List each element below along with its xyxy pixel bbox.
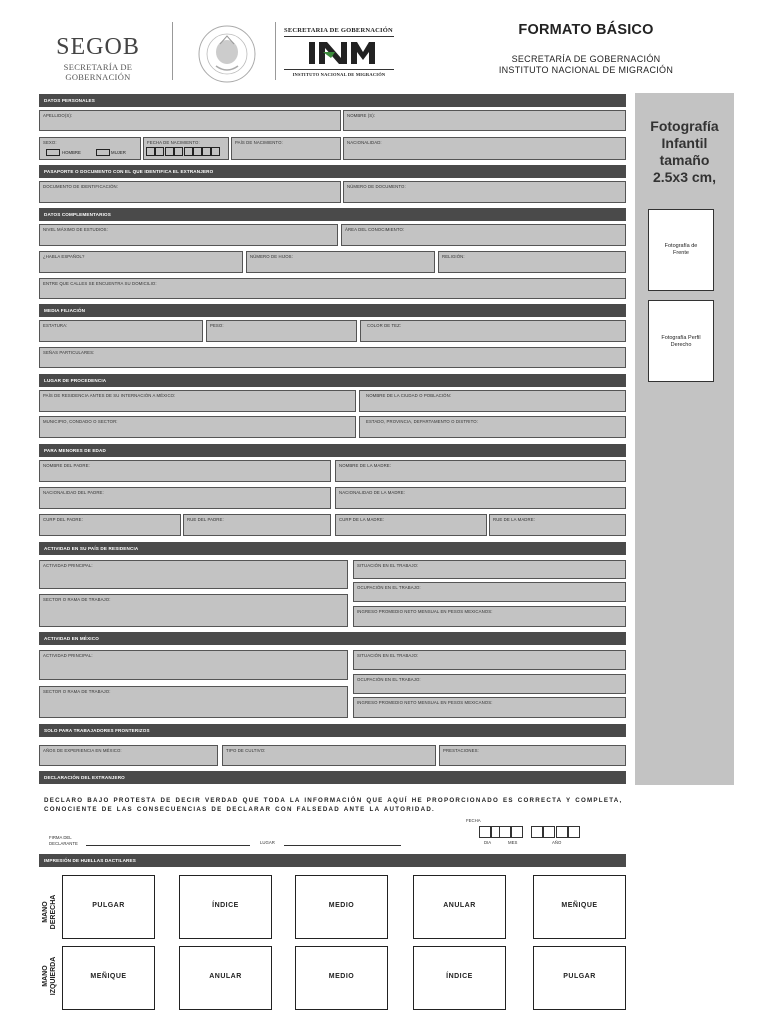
ciudad-field[interactable] (359, 390, 626, 412)
photo-instructions-line: Fotografía (650, 118, 719, 134)
ocupacion-trabajo-mexico-field[interactable] (353, 674, 626, 694)
date-digit-box[interactable] (193, 147, 202, 156)
photo-front-box[interactable] (648, 209, 714, 291)
rue-madre-label: RUE DE LA MADRE: (493, 517, 535, 522)
date-digit-box[interactable] (202, 147, 211, 156)
nombres-label: NOMBRE (S): (347, 113, 376, 118)
photo-profile-label (649, 335, 713, 349)
nombre-padre-label: NOMBRE DEL PADRE: (43, 463, 90, 468)
nacionalidad-field[interactable] (343, 137, 626, 160)
section-header-declaration: DECLARACIÓN DEL EXTRANJERO (39, 771, 626, 784)
area-conocimiento-field[interactable] (341, 224, 626, 246)
photo-front-label (649, 243, 713, 257)
segob-logo (36, 34, 160, 82)
segob-logo-subtitle: SECRETARÍA DE GOBERNACIÓN (63, 62, 133, 82)
lugar-label: LUGAR (260, 840, 275, 845)
fingerprint-box[interactable] (295, 875, 388, 939)
nombres-field[interactable] (343, 110, 626, 131)
section-header-origin: LUGAR DE PROCEDENCIA (39, 374, 626, 387)
date-digit-box[interactable] (174, 147, 183, 156)
inm-logo-top-text: SECRETARIA DE GOBERNACIÓN (284, 27, 393, 34)
birth-date-squares (146, 147, 220, 156)
photo-instructions-line: 2.5x3 cm, (652, 169, 717, 185)
sector-rama-home-field[interactable] (39, 594, 348, 627)
estado-label: ESTADO, PROVINCIA, DEPARTAMENTO O DISTRITO: (366, 419, 478, 424)
fingerprint-label: ANULAR (443, 902, 476, 909)
curp-padre-field[interactable] (39, 514, 181, 536)
ocupacion-trabajo-home-label: OCUPACIÓN EN EL TRABAJO: (357, 585, 421, 590)
date-digit-box[interactable] (155, 147, 164, 156)
actividad-principal-mexico-label: ACTIVIDAD PRINCIPAL: (43, 653, 93, 658)
photo-profile-box[interactable] (648, 300, 714, 382)
mujer-checkbox[interactable] (96, 149, 110, 156)
photo-instructions (635, 118, 734, 186)
right-hand-label-line: MANO (42, 901, 49, 923)
nombre-padre-field[interactable] (39, 460, 331, 482)
section-header-complementary: DATOS COMPLEMENTARIOS (39, 208, 626, 221)
numero-hijos-field[interactable] (246, 251, 435, 273)
prestaciones-field[interactable] (439, 745, 626, 766)
pais-residencia-field[interactable] (39, 390, 356, 412)
situacion-trabajo-mexico-field[interactable] (353, 650, 626, 670)
apellidos-label: APELLIDO(S): (43, 113, 73, 118)
photo-profile-label-line: Fotografía Perfil (661, 335, 701, 341)
date-month-box[interactable] (499, 826, 511, 838)
date-digit-box[interactable] (211, 147, 220, 156)
section-header-activity-mexico: ACTIVIDAD EN MÉXICO (39, 632, 626, 645)
ciudad-label: NOMBRE DE LA CIUDAD O POBLACIÓN: (366, 393, 452, 398)
senas-field[interactable] (39, 347, 626, 368)
fingerprint-box[interactable] (179, 875, 272, 939)
religion-label: RELIGIÓN: (442, 254, 465, 259)
fingerprint-label: ANULAR (209, 973, 242, 980)
nacionalidad-padre-label: NACIONALIDAD DEL PADRE: (43, 490, 104, 495)
left-hand-label (42, 942, 58, 1010)
left-hand-label-line: IZQUIERDA (50, 956, 57, 996)
section-header-minors: PARA MENORES DE EDAD (39, 444, 626, 457)
firma-label (49, 835, 78, 846)
nombre-madre-field[interactable] (335, 460, 626, 482)
situacion-trabajo-home-label: SITUACIÓN EN EL TRABAJO: (357, 563, 419, 568)
area-conocimiento-label: ÁREA DEL CONOCIMIENTO: (345, 227, 405, 232)
hombre-label: HOMBRE (62, 150, 81, 155)
numero-documento-label: NÚMERO DE DOCUMENTO: (347, 184, 406, 189)
fingerprint-label: MEDIO (328, 902, 355, 909)
nacionalidad-madre-label: NACIONALIDAD DE LA MADRE: (339, 490, 406, 495)
actividad-principal-mexico-field[interactable] (39, 650, 348, 680)
firma-label-line: FIRMA DEL (49, 835, 72, 840)
documento-identificacion-label: DOCUMENTO DE IDENTIFICACIÓN: (43, 184, 119, 189)
mujer-label: MUJER (111, 150, 126, 155)
date-day-box[interactable] (479, 826, 491, 838)
fingerprint-label: MEÑIQUE (90, 973, 127, 980)
fingerprint-label: PULGAR (563, 973, 596, 980)
fingerprint-label: MEDIO (328, 973, 355, 980)
inm-logo-rule (284, 36, 394, 37)
dia-label: DIA (484, 840, 492, 845)
ingreso-home-label: INGRESO PROMEDIO NETO MENSUAL EN PESOS MEXICANOS: (357, 609, 493, 614)
fingerprint-box[interactable] (179, 946, 272, 1010)
nacionalidad-label: NACIONALIDAD: (347, 140, 382, 145)
date-year-box[interactable] (568, 826, 580, 838)
photo-instructions-line: tamaño (659, 152, 710, 168)
numero-documento-field[interactable] (343, 181, 626, 203)
fingerprint-box[interactable] (62, 946, 155, 1010)
tipo-cultivo-field[interactable] (222, 745, 436, 766)
segob-logo-word: SEGOB (56, 34, 140, 60)
sexo-label: SEXO: (43, 140, 57, 145)
color-tez-field[interactable] (360, 320, 626, 342)
inm-logo-bottom-text: INSTITUTO NACIONAL DE MIGRACIÓN (292, 72, 386, 77)
header-divider (172, 22, 173, 80)
fingerprint-label: ÍNDICE (212, 902, 239, 909)
mes-label: MES (508, 840, 518, 845)
left-hand-label-line: MANO (42, 965, 49, 987)
section-header-passport: PASAPORTE O DOCUMENTO CON EL QUE IDENTIFICA EL EXTRANJERO (39, 165, 626, 178)
habla-espanol-field[interactable] (39, 251, 243, 273)
date-month-box[interactable] (511, 826, 523, 838)
inm-logo-mark (284, 40, 394, 66)
date-year-box[interactable] (531, 826, 543, 838)
section-header-description: MEDIA FILIACIÓN (39, 304, 626, 317)
peso-field[interactable] (206, 320, 357, 342)
ingreso-home-field[interactable] (353, 606, 626, 627)
estatura-field[interactable] (39, 320, 203, 342)
apellidos-field[interactable] (39, 110, 341, 131)
curp-madre-field[interactable] (335, 514, 487, 536)
fingerprint-label: PULGAR (92, 902, 125, 909)
rue-padre-field[interactable] (183, 514, 331, 536)
document-subtitle: INSTITUTO NACIONAL DE MIGRACIÓN (498, 65, 674, 75)
ingreso-mexico-field[interactable] (353, 697, 626, 718)
entre-calles-label: ENTRE QUE CALLES SE ENCUENTRA SU DOMICILIO: (43, 281, 157, 286)
rue-padre-label: RUE DEL PADRE: (187, 517, 224, 522)
situacion-trabajo-mexico-label: SITUACIÓN EN EL TRABAJO: (357, 653, 419, 658)
right-hand-label (42, 880, 58, 944)
fecha-nacimiento-field[interactable] (143, 137, 229, 160)
documento-identificacion-field[interactable] (39, 181, 341, 203)
rue-madre-field[interactable] (489, 514, 626, 536)
date-year-box[interactable] (543, 826, 555, 838)
inm-logo (284, 27, 394, 77)
situacion-trabajo-home-field[interactable] (353, 560, 626, 579)
nacionalidad-madre-field[interactable] (335, 487, 626, 509)
anos-experiencia-label: AÑOS DE EXPERIENCIA EN MÉXICO: (43, 748, 122, 753)
fingerprint-box[interactable] (413, 875, 506, 939)
curp-padre-label: CURP DEL PADRE: (43, 517, 83, 522)
nivel-estudios-label: NIVEL MÁXIMO DE ESTUDIOS: (43, 227, 108, 232)
date-digit-box[interactable] (165, 147, 174, 156)
religion-field[interactable] (438, 251, 626, 273)
habla-espanol-label: ¿HABLA ESPAÑOL? (43, 254, 85, 259)
prestaciones-label: PRESTACIONES: (443, 748, 479, 753)
document-title: FORMATO BÁSICO (518, 22, 654, 38)
estatura-label: ESTATURA: (43, 323, 68, 328)
pais-residencia-label: PAÍS DE RESIDENCIA ANTES DE SU INTERNACIÓN A MÉXICO: (43, 393, 176, 398)
color-tez-label: COLOR DE TEZ: (367, 323, 402, 328)
firma-label-line: DECLARANTE (49, 840, 78, 846)
anos-experiencia-field[interactable] (39, 745, 218, 766)
ocupacion-trabajo-home-field[interactable] (353, 582, 626, 602)
sexo-field (39, 137, 141, 160)
fingerprint-box[interactable] (533, 875, 626, 939)
header-divider (275, 22, 276, 80)
inm-logo-rule (284, 69, 394, 70)
actividad-principal-home-label: ACTIVIDAD PRINCIPAL: (43, 563, 93, 568)
fingerprint-box[interactable] (533, 946, 626, 1010)
date-year-box[interactable] (556, 826, 568, 838)
fingerprint-box[interactable] (413, 946, 506, 1010)
senas-label: SEÑAS PARTICULARES: (43, 350, 95, 355)
municipio-label: MUNICIPIO, CONDADO O SECTOR: (43, 419, 118, 424)
section-header-activity-home: ACTIVIDAD EN SU PAÍS DE RESIDENCIA (39, 542, 626, 555)
pais-nacimiento-label: PAÍS DE NACIMIENTO: (235, 140, 283, 145)
sector-rama-home-label: SECTOR O RAMA DE TRABAJO: (43, 597, 111, 602)
municipio-field[interactable] (39, 416, 356, 438)
firma-signature-line[interactable] (86, 845, 250, 846)
entre-calles-field[interactable] (39, 278, 626, 299)
photo-instructions-line: Infantil (661, 135, 708, 151)
pais-nacimiento-field[interactable] (231, 137, 341, 160)
fingerprint-box[interactable] (295, 946, 388, 1010)
estado-field[interactable] (359, 416, 626, 438)
tipo-cultivo-label: TIPO DE CULTIVO: (226, 748, 266, 753)
section-header-border-workers: SOLO PARA TRABAJADORES FRONTERIZOS (39, 724, 626, 737)
hombre-checkbox[interactable] (46, 149, 60, 156)
section-header-fingerprints: IMPRESIÓN DE HUELLAS DACTILARES (39, 854, 626, 867)
photo-front-label-line: Fotografía de (664, 243, 698, 249)
ano-label: AÑO (552, 840, 562, 845)
inm-logo-glyph-icon (301, 40, 377, 66)
sector-rama-mexico-field[interactable] (39, 686, 348, 718)
actividad-principal-home-field[interactable] (39, 560, 348, 589)
date-digit-box[interactable] (146, 147, 155, 156)
photo-column (635, 93, 734, 785)
photo-front-label-line: Frente (673, 250, 689, 256)
ocupacion-trabajo-mexico-label: OCUPACIÓN EN EL TRABAJO: (357, 677, 421, 682)
photo-profile-label-line: Derecho (670, 342, 692, 348)
nombre-madre-label: NOMBRE DE LA MADRE: (339, 463, 392, 468)
lugar-line[interactable] (284, 845, 401, 846)
fingerprint-label: ÍNDICE (446, 973, 473, 980)
fingerprint-label: MEÑIQUE (561, 902, 598, 909)
date-digit-box[interactable] (184, 147, 193, 156)
peso-label: PESO: (210, 323, 224, 328)
fecha-label: FECHA (466, 818, 481, 823)
section-header-personal: DATOS PERSONALES (39, 94, 626, 107)
curp-madre-label: CURP DE LA MADRE: (339, 517, 385, 522)
nacionalidad-padre-field[interactable] (39, 487, 331, 509)
document-subtitle: SECRETARÍA DE GOBERNACIÓN (511, 54, 661, 64)
sector-rama-mexico-label: SECTOR O RAMA DE TRABAJO: (43, 689, 111, 694)
fecha-nacimiento-label: FECHA DE NACIMIENTO: (147, 140, 200, 145)
numero-hijos-label: NÚMERO DE HIJOS: (250, 254, 293, 259)
right-hand-label-line: DERECHA (50, 894, 57, 930)
fingerprint-box[interactable] (62, 875, 155, 939)
national-seal-icon (186, 22, 268, 86)
declaration-text: DECLARO BAJO PROTESTA DE DECIR VERDAD QUE TODA LA INFORMACIÓN QUE AQUÍ HE PROPORCIONADO ES CORRECTA Y COMPLETA, CONOCIENTE DE LAS CONSECUENCIAS DE DECLARAR CON FALSEDAD ANTE LA AUTORIDAD. (44, 797, 623, 813)
ingreso-mexico-label: INGRESO PROMEDIO NETO MENSUAL EN PESOS MEXICANOS: (357, 700, 493, 705)
nivel-estudios-field[interactable] (39, 224, 338, 246)
